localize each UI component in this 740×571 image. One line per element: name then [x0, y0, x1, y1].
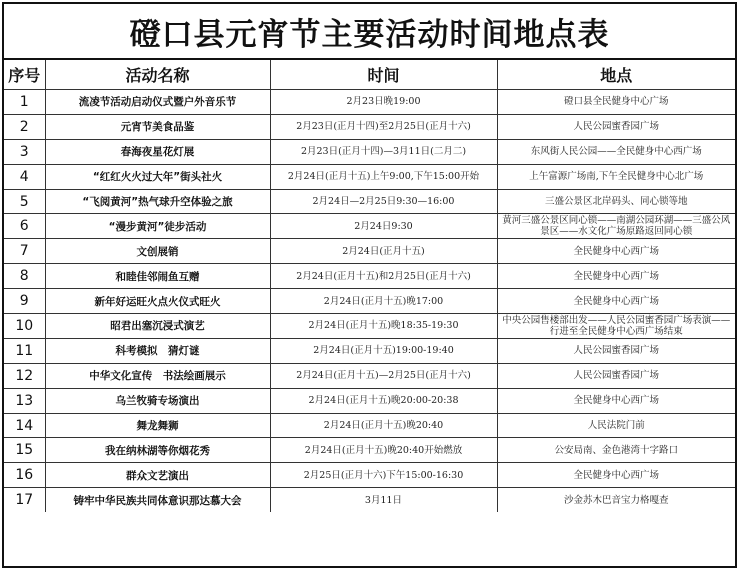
table-row — [4, 264, 735, 289]
activity-name: 我在纳林湖等你烟花秀 — [45, 438, 270, 463]
row-number: 13 — [4, 388, 45, 413]
row-number: 9 — [4, 289, 45, 314]
activity-name: 铸牢中华民族共同体意识那达慕大会 — [45, 488, 270, 512]
table-row — [4, 463, 735, 488]
header-place: 地点 — [497, 60, 735, 90]
table-row — [4, 413, 735, 438]
activity-place: 人民公园蜜香园广场 — [497, 114, 735, 139]
table-row — [4, 338, 735, 363]
table-row — [4, 139, 735, 164]
activity-place: 全民健身中心西广场 — [497, 264, 735, 289]
activity-time: 2月24日(正月十五)和2月25日(正月十六) — [270, 264, 497, 289]
activity-place: 上午富源广场南,下午全民健身中心北广场 — [497, 164, 735, 189]
schedule-table — [4, 60, 735, 512]
activity-name: 流凌节活动启动仪式暨户外音乐节 — [45, 90, 270, 115]
row-number: 15 — [4, 438, 45, 463]
activity-place: 人民公园蜜香园广场 — [497, 363, 735, 388]
activity-time: 2月24日(正月十五)—2月25日(正月十六) — [270, 363, 497, 388]
activity-time: 2月25日(正月十六)下午15:00-16:30 — [270, 463, 497, 488]
activity-name: 新年好运旺火点火仪式旺火 — [45, 289, 270, 314]
table-row — [4, 314, 735, 339]
activity-time: 2月24日(正月十五)晚20:00-20:38 — [270, 388, 497, 413]
schedule-sheet — [2, 2, 737, 568]
activity-time: 2月24日(正月十五)19:00-19:40 — [270, 338, 497, 363]
activity-time: 2月24日(正月十五)晚18:35-19:30 — [270, 314, 497, 339]
row-number: 12 — [4, 363, 45, 388]
activity-name: 文创展销 — [45, 239, 270, 264]
row-number: 2 — [4, 114, 45, 139]
row-number: 3 — [4, 139, 45, 164]
table-row — [4, 363, 735, 388]
activity-name: 元宵节美食品鉴 — [45, 114, 270, 139]
activity-place: 公安局南、金色港湾十字路口 — [497, 438, 735, 463]
activity-name: 科考模拟 猜灯谜 — [45, 338, 270, 363]
row-number: 4 — [4, 164, 45, 189]
activity-time: 2月24日(正月十五)晚17:00 — [270, 289, 497, 314]
table-row — [4, 488, 735, 512]
activity-place: 人民法院门前 — [497, 413, 735, 438]
activity-place: 黄河三盛公景区同心锁——南湖公园环湖——三盛公风景区——水文化广场原路返回同心锁 — [497, 214, 735, 239]
header-no: 序号 — [4, 60, 45, 90]
activity-time: 2月23日(正月十四)至2月25日(正月十六) — [270, 114, 497, 139]
row-number: 11 — [4, 338, 45, 363]
activity-name: “红红火火过大年”街头社火 — [45, 164, 270, 189]
table-row — [4, 239, 735, 264]
row-number: 1 — [4, 90, 45, 115]
header-row — [4, 60, 735, 90]
activity-name: “漫步黄河”徒步活动 — [45, 214, 270, 239]
activity-place: 三盛公景区北岸码头、同心锁等地 — [497, 189, 735, 214]
table-row — [4, 164, 735, 189]
table-row — [4, 214, 735, 239]
page-title: 磴口县元宵节主要活动时间地点表 — [4, 4, 735, 60]
activity-time: 2月24日(正月十五)晚20:40 — [270, 413, 497, 438]
activity-time: 3月11日 — [270, 488, 497, 512]
table-row — [4, 189, 735, 214]
activity-place: 中央公园售楼部出发——人民公园蜜香园广场表演——行进至全民健身中心西广场结束 — [497, 314, 735, 339]
row-number: 14 — [4, 413, 45, 438]
table-row — [4, 388, 735, 413]
activity-name: 舞龙舞狮 — [45, 413, 270, 438]
row-number: 7 — [4, 239, 45, 264]
activity-time: 2月24日—2月25日9:30—16:00 — [270, 189, 497, 214]
row-number: 8 — [4, 264, 45, 289]
activity-name: 乌兰牧骑专场演出 — [45, 388, 270, 413]
row-number: 6 — [4, 214, 45, 239]
activity-place: 全民健身中心西广场 — [497, 289, 735, 314]
row-number: 10 — [4, 314, 45, 339]
activity-place: 全民健身中心西广场 — [497, 463, 735, 488]
table-row — [4, 90, 735, 115]
activity-place: 磴口县全民健身中心广场 — [497, 90, 735, 115]
activity-time: 2月23日晚19:00 — [270, 90, 497, 115]
row-number: 5 — [4, 189, 45, 214]
row-number: 16 — [4, 463, 45, 488]
table-row — [4, 114, 735, 139]
activity-place: 全民健身中心西广场 — [497, 239, 735, 264]
activity-name: 春海夜星花灯展 — [45, 139, 270, 164]
activity-name: “飞阅黄河”热气球升空体验之旅 — [45, 189, 270, 214]
row-number: 17 — [4, 488, 45, 512]
activity-time: 2月24日9:30 — [270, 214, 497, 239]
activity-place: 人民公园蜜香园广场 — [497, 338, 735, 363]
activity-place: 沙金苏木巴音宝力格嘎查 — [497, 488, 735, 512]
header-time: 时间 — [270, 60, 497, 90]
header-name: 活动名称 — [45, 60, 270, 90]
activity-name: 昭君出塞沉浸式演艺 — [45, 314, 270, 339]
activity-time: 2月24日(正月十五)晚20:40开始燃放 — [270, 438, 497, 463]
activity-time: 2月24日(正月十五) — [270, 239, 497, 264]
activity-time: 2月23日(正月十四)—3月11日(二月二) — [270, 139, 497, 164]
activity-name: 群众文艺演出 — [45, 463, 270, 488]
activity-place: 东风街人民公园——全民健身中心西广场 — [497, 139, 735, 164]
table-row — [4, 289, 735, 314]
activity-time: 2月24日(正月十五)上午9:00,下午15:00开始 — [270, 164, 497, 189]
activity-place: 全民健身中心西广场 — [497, 388, 735, 413]
activity-name: 和睦佳邻闹鱼互赠 — [45, 264, 270, 289]
table-row — [4, 438, 735, 463]
activity-name: 中华文化宣传 书法绘画展示 — [45, 363, 270, 388]
